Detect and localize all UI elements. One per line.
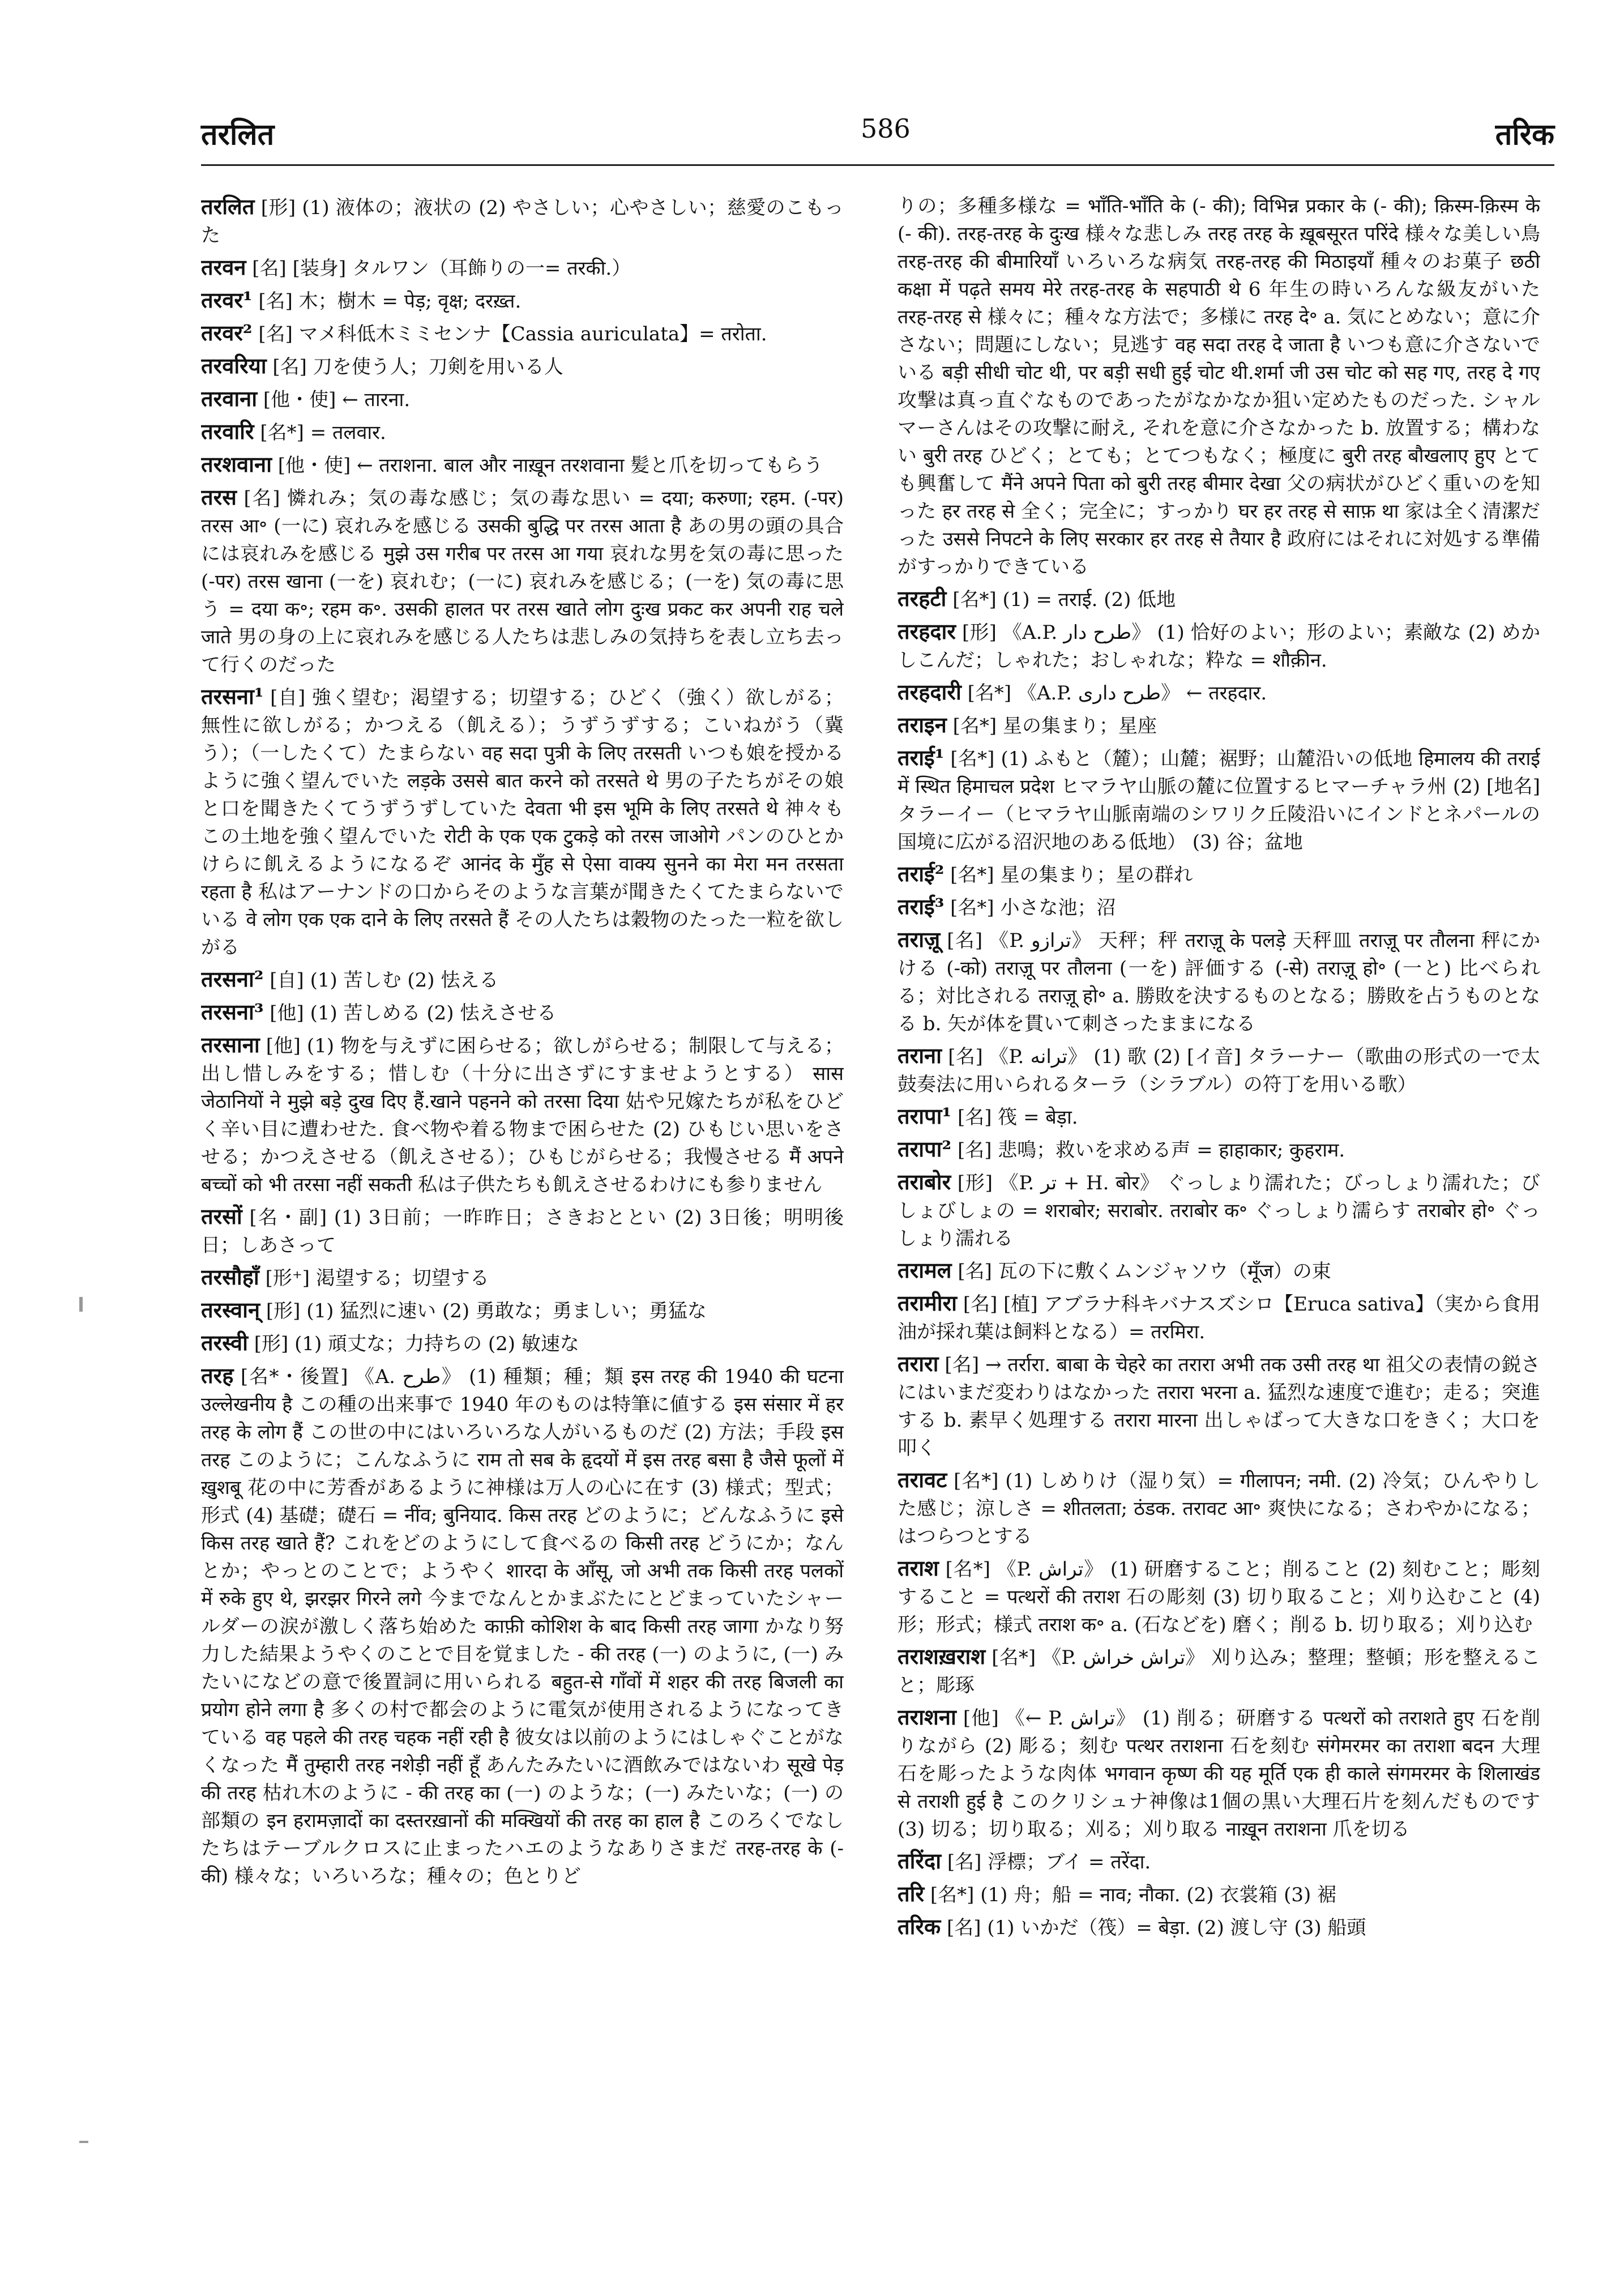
dictionary-entry <box>898 1042 1540 1099</box>
dictionary-entry <box>898 1642 1540 1700</box>
dictionary-entry <box>201 286 844 315</box>
dictionary-entry <box>898 1466 1540 1551</box>
entry-definition: [形] 《P. تر + H. बोर》 ぐっしょり濡れた；びっしょり濡れた；びしょびしょの = शराबोर; सराबोर. तराबोर क॰ ぐっしょり濡らす तराबोर हो॰ ぐっしょり濡れる <box>898 1172 1540 1250</box>
entry-definition: [名*] (1) 舟；船 = नाव; नौका. (2) 衣裳箱 (3) 裾 <box>930 1884 1337 1906</box>
entry-headword: तरहदारी <box>898 679 961 705</box>
entry-headword: तरहटी <box>898 586 947 611</box>
dictionary-entry <box>898 584 1540 614</box>
entry-definition: [形] 《A.P. طرح دار》 (1) 恰好のよい；形のよい；素敵な (2) めかしこんだ；しゃれた；おしゃれな；粋な = शौक़ीन. <box>898 621 1540 672</box>
entry-definition: [自] 強く望む；渇望する；切望する；ひどく（強く）欲しがる；無性に欲しがる；かつえる（飢える）；うずうずする；こいねがう（冀う）；（一したくて）たまらない वह सदा पुत्री के लिए तरसती いつも娘を授かるように強く望んでいた लड़के उससे बात करने को तरसते थे 男の子たちがその娘と口を聞きたくてうずうずしていた देवता भी इस भूमि के लिए तरसते थे 神々もこの土地を強く望んでいた रोटी के एक एक टुकड़े को तरस जाओगे パンのひとかけらに飢えるようになるぞ आनंद के मुँह से ऐसा वाक्य सुनने का मेरा मन तरसता रहता है 私はアーナンドの口からそのような言葉が聞きたくてたまらないでいる वे लोग एक एक दाने के लिए तरसते हैं その人たちは穀物のたった一粒を欲しがる <box>201 686 844 959</box>
right-column <box>898 193 1540 2175</box>
entry-headword: तरि <box>898 1881 925 1906</box>
entry-headword: तराशख़राश <box>898 1644 986 1669</box>
entry-definition: [名] 木；樹木 = पेड़; वृक्ष; दरख़्त. <box>258 290 522 313</box>
dictionary-entry <box>898 617 1540 675</box>
entry-headword: तरवरिया <box>201 353 267 378</box>
header-left-guide-word: तरलित <box>201 117 275 152</box>
entry-definition: [自] (1) 苦しむ (2) 怯える <box>270 969 499 992</box>
entry-headword: तराबोर <box>898 1169 951 1194</box>
dictionary-entry <box>201 1329 844 1358</box>
dictionary-entry <box>898 1847 1540 1876</box>
entry-definition: [形⁺] 渇望する；切望する <box>265 1267 489 1290</box>
entry-headword: तरसना³ <box>201 999 264 1025</box>
entry-definition: [他・使] ← तारना. <box>263 389 411 411</box>
entry-headword: तराश <box>898 1555 939 1581</box>
dictionary-entry <box>201 483 844 679</box>
entry-definition: [名・副] (1) 3日前；一昨昨日；さきおととい (2) 3日後；明明後日；しあさって <box>201 1206 844 1257</box>
dictionary-entry <box>898 1256 1540 1286</box>
dictionary-entry <box>898 1913 1540 1942</box>
entry-definition: [名] 筏 = बेड़ा. <box>957 1106 1078 1129</box>
entry-definition: [名*] (1) = तराई. (2) 低地 <box>952 588 1176 611</box>
entry-headword: तरवर¹ <box>201 287 253 313</box>
dictionary-entry <box>201 1202 844 1260</box>
dictionary-entry <box>898 193 1540 581</box>
entry-headword: तरापा² <box>898 1136 952 1162</box>
dictionary-entry <box>898 1554 1540 1639</box>
dictionary-entry <box>898 1880 1540 1909</box>
dictionary-entry <box>898 1135 1540 1164</box>
entry-headword: तराज़ू <box>898 927 941 952</box>
dictionary-entry <box>201 682 844 962</box>
entry-definition: [他] (1) 苦しめる (2) 怯えさせる <box>270 1002 557 1025</box>
entry-definition: [名*] 《P. تراش》 (1) 研磨すること；削ること (2) 刻むこと；彫刻すること = पत्थरों की तराश 石の彫刻 (3) 切り取ること；刈り込むこと (4) 形；形式；様式 तराश क॰ a. (石などを) 磨く；削る b. 切り取る；刈り込む <box>898 1558 1540 1636</box>
entry-definition: [名] [装身] タルワン（耳飾りの一= तरकी.） <box>252 257 631 280</box>
entry-definition: [名*] (1) ふもと（麓）；山麓；裾野；山麓沿いの低地 हिमालय की तराई में स्थित हिमाचल प्रदेश ヒマラヤ山脈の麓に位置するヒマーチャラ州 (2) [地名] タラーイー（ヒマラヤ山脈南端のシワリク丘陵沿いにインドとネパールの国境に広がる沼沢地のある低地） (3) 谷；盆地 <box>898 748 1540 853</box>
entry-definition: [名] 《P. ترازو》 天秤；秤 तराज़ू के पलड़े 天秤皿 तराज़ू पर तौलना 秤にかける (-को) तराज़ू पर तौलना (一を) 評価する (-से) तराज़ू हो॰ (一と) 比べられる；対比される तराज़ू हो॰ a. 勝敗を決するものとなる；勝敗を占うものとなる b. 矢が体を貫いて刺さったままになる <box>898 929 1540 1035</box>
entry-headword: तरसना² <box>201 966 264 992</box>
entry-headword: तराई² <box>898 861 945 886</box>
dictionary-entry <box>898 1168 1540 1253</box>
entry-definition: [名] 《P. ترانه》 (1) 歌 (2) [イ音] タラーナー（歌曲の形式の一で太鼓奏法に用いられるターラ（シラブル）の符丁を用いる歌） <box>898 1045 1540 1096</box>
entry-definition: [名] (1) いかだ（筏）= बेड़ा. (2) 渡し守 (3) 船頭 <box>947 1917 1366 1939</box>
entry-headword: तराना <box>898 1043 942 1068</box>
entry-definition: [名] 刀を使う人；刀剣を用いる人 <box>272 356 563 378</box>
entry-definition: [名] 浮標；ブイ = तरेंदा. <box>947 1851 1151 1873</box>
dictionary-entry <box>201 1361 844 1890</box>
dictionary-entry <box>201 319 844 348</box>
entry-definition: [名] 悲鳴；救いを求める声 = हाहाकार; कुहराम. <box>957 1139 1345 1162</box>
entry-headword: तरामल <box>898 1257 952 1283</box>
dictionary-entry <box>201 352 844 381</box>
dictionary-entry <box>898 711 1540 740</box>
entry-definition: [名*] = तलवार. <box>260 421 386 444</box>
margin-mark <box>79 2141 88 2143</box>
entry-headword: तरसाना <box>201 1032 260 1057</box>
dictionary-entry <box>201 1263 844 1292</box>
entry-definition: [名] → तर्रारा. बाबा के चेहरे का तरारा अभी तक उसी तरह था 祖父の表情の鋭さにはいまだ変わりはなかった तरारा भरना a. 猛烈な速度で進む；走る；突進する b. 素早く処理する तरारा मारना 出しゃばって大きな口をきく；大口を叩く <box>898 1354 1540 1459</box>
margin-mark <box>79 1297 83 1312</box>
dictionary-entry <box>898 860 1540 889</box>
dictionary-entry <box>898 1350 1540 1462</box>
entry-headword: तरवन <box>201 254 246 280</box>
entry-definition: [形] (1) 頑丈な；力持ちの (2) 敏速な <box>254 1333 579 1355</box>
entry-definition: [名*] (1) しめりけ（湿り気）= गीलापन; नमी. (2) 冷気；ひんやりした感じ；涼しさ = शीतलता; ठंडक. तरावट आ॰ 爽快になる；さわやかになる；はつらつとする <box>898 1470 1540 1548</box>
entry-headword: तरावट <box>898 1467 947 1492</box>
dictionary-entry <box>898 744 1540 856</box>
dictionary-entry <box>898 1289 1540 1346</box>
entry-headword: तरारा <box>898 1351 939 1376</box>
entry-headword: तरापा¹ <box>898 1103 952 1129</box>
entry-definition: [名] [植] アブラナ科キバナスズシロ【Eruca sativa】（実から食用油が採れ葉は飼料となる）= तरमिरा. <box>898 1293 1540 1343</box>
entry-definition: [名] マメ科低木ミミセンナ【Cassia auriculata】= तरोता. <box>258 323 767 345</box>
entry-definition: [他] (1) 物を与えずに困らせる；欲しがらせる；制限して与える；出し惜しみをする；惜しむ（十分に出さずにすませようとする） सास जेठानियों ने मुझे बड़े दुख दिए हैं.खाने पहनने को तरसा दिया 姑や兄嫁たちが私をひどく辛い目に遭わせた. 食べ物や着る物まで困らせた (2) ひもじい思いをさせる；かつえさせる（飢えさせる）；ひもじがらせる；我慢させる मैं अपने बच्चों को भी तरसा नहीं सकती 私は子供たちも飢えさせるわけにも参りません <box>201 1035 844 1196</box>
entry-headword: तरहदार <box>898 618 956 644</box>
page-number: 586 <box>861 113 911 144</box>
entry-definition: [他・使] ← तराशना. बाल और नाख़ून तरशवाना 髪と爪を切ってもらう <box>277 454 823 477</box>
entry-headword: तरवाना <box>201 386 258 411</box>
entry-definition: りの；多種多様な = भाँति-भाँति के (- की); विभिन्न प्रकार के (- की); क़िस्म-क़िस्म के (- की). तरह-तरह के दुःख 様々な悲しみ तरह तरह के ख़ूबसूरत परिंदे 様々な美しい鳥 तरह-तरह की बीमारियाँ いろいろな病気 तरह-तरह की मिठाइयाँ 種々のお菓子 छठी कक्षा में पढ़ते समय मेरे तरह-तरह के सहपाठी थे 6 年生の時いろんな級友がいた तरह-तरह से 様々に；種々な方法で；多様に तरह दे॰ a. 気にとめない；意に介さない；問題にしない；見逃す वह सदा तरह दे जाता है いつも意に介さないでいる बड़ी सीधी चोट थी, पर बड़ी सधी हुई चोट थी.शर्मा जी उस चोट को सह गए, तरह दे गए 攻撃は真っ直ぐなものであったがなかなか狙い定めたものだった. シャルマーさんはその攻撃に耐え, それを意に介さなかった b. 放置する；構わない बुरी तरह ひどく；とても；とてつもなく；極度に बुरी तरह बौखलाए हुए とても興奮して मैंने अपने पिता को बुरी तरह बीमार देखा 父の病状がひどく重いのを知った हर तरह से 全く；完全に；すっかり घर हर तरह से साफ़ था 家は全く清潔だった उससे निपटने के लिए सरकार हर तरह से तैयार है 政府にはそれに対処する準備がすっかりできている <box>898 195 1540 578</box>
header-right-guide-word: तरिक <box>1495 117 1554 152</box>
entry-headword: तराशना <box>898 1704 956 1730</box>
entry-definition: [名*] 小さな池；沼 <box>950 897 1116 919</box>
entry-headword: तरसौहाँ <box>201 1264 259 1290</box>
entry-headword: तरसों <box>201 1203 242 1229</box>
entry-headword: तरलित <box>201 194 255 219</box>
entry-headword: तरिंदा <box>898 1848 942 1873</box>
entry-headword: तरस्वान् <box>201 1297 260 1322</box>
entry-headword: तरिक <box>898 1914 941 1939</box>
dictionary-entry <box>201 998 844 1027</box>
entry-headword: तराई³ <box>898 894 945 919</box>
entry-definition: [形] (1) 猛烈に速い (2) 勇敢な；勇ましい；勇猛な <box>266 1300 707 1322</box>
dictionary-entry <box>898 925 1540 1038</box>
entry-headword: तरसना¹ <box>201 684 264 709</box>
dictionary-entry <box>201 417 844 447</box>
page-header <box>201 113 1554 164</box>
entry-headword: तरवारि <box>201 419 254 444</box>
entry-definition: [名*] 《A.P. طرح داری》 ← तरहदार. <box>967 682 1267 705</box>
dictionary-entry <box>898 893 1540 922</box>
entry-headword: तरस <box>201 484 237 510</box>
left-column <box>201 193 844 2175</box>
entry-definition: [名*] 《P. تراش خراش》 刈り込み；整理；整頓；形を整えること；彫琢 <box>898 1646 1540 1697</box>
dictionary-entry <box>201 253 844 283</box>
header-rule <box>201 164 1554 166</box>
dictionary-entry <box>898 1703 1540 1843</box>
dictionary-entry <box>898 1102 1540 1132</box>
entry-definition: [形] (1) 液体の；液状の (2) やさしい；心やさしい；慈愛のこもった <box>201 197 844 247</box>
dictionary-entry <box>201 965 844 995</box>
entry-headword: तरवर² <box>201 320 253 345</box>
entry-headword: तराइन <box>898 712 947 737</box>
entry-definition: [他] 《← P. تراش》 (1) 削る；研磨する पत्थरों को तराशते हुए 石を削りながら (2) 彫る；刻む पत्थर तराशना 石を刻む संगेमरमर का तराशा बदन 大理石を彫ったような肉体 भगवान कृष्ण की यह मूर्ति एक ही काले संगमरमर के शिलाखंड से तराशी हुई है このクリシュナ神像は1個の黒い大理石片を刻んだものです (3) 切る；切り取る；刈る；刈り取る नाख़ून तराशना 爪を切る <box>898 1707 1540 1841</box>
entry-headword: तराई¹ <box>898 745 945 770</box>
entry-headword: तरामीरा <box>898 1290 957 1316</box>
entry-headword: तरस्वी <box>201 1330 248 1355</box>
entry-headword: तरह <box>201 1363 234 1388</box>
entry-headword: तरशवाना <box>201 451 272 477</box>
entry-definition: [名] 瓦の下に敷くムンジャソウ（मूँज）の束 <box>958 1260 1331 1283</box>
entry-definition: [名*] 星の集まり；星の群れ <box>950 864 1193 886</box>
dictionary-entry <box>201 450 844 480</box>
entry-definition: [名*・後置] 《A. طرح》 (1) 種類；種；類 इस तरह की 1940 की घटना उल्लेखनीय है この種の出来事で 1940 年のものは特筆に値する इस संसार में हर तरह के लोग हैं この世の中にはいろいろな人がいるものだ (2) 方法；手段 इस तरह このように；こんなふうに राम तो सब के हृदयों में इस तरह बसा है जैसे फूलों में ख़ुशबू 花の中に芳香があるように神様は万人の心に在す (3) 様式；型式；形式 (4) 基礎；礎石 = नींव; बुनियाद. किस तरह どのように；どんなふうに इसे किस तरह खाते हैं? これをどのようにして食べるの किसी तरह どうにか；なんとか；やっとのことで；ようやく शारदा के आँसू, जो अभी तक किसी तरह पलकों में रुके हुए थे, झरझर गिरने लगे 今までなんとかまぶたにとどまっていたシャールダーの涙が激しく落ち始めた काफ़ी कोशिश के बाद किसी तरह जागा かなり努力した結果ようやくのことで目を覚ました - की तरह (一) のように, (一) みたいになどの意で後置詞に用いられる बहुत-से गाँवों में शहर की तरह बिजली का प्रयोग होने लगा है 多くの村で都会のように電気が使用されるようになってきている वह पहले की तरह चहक नहीं रही है 彼女は以前のようにはしゃぐことがなくなった मैं तुम्हारी तरह नशेड़ी नहीं हूँ あんたみたいに酒飲みではないわ सूखे पेड़ की तरह 枯れ木のように - की तरह का (一) のような；(一) みたいな；(一) の部類の इन हरामज़ादों का दस्तरख़ानों की मक्खियों की तरह का हाल है このろくでなしたちはテーブルクロスに止まったハエのようなありさまだ तरह-तरह के (- की) 様々な；いろいろな；種々の；色とりど <box>201 1365 844 1888</box>
dictionary-entry <box>201 193 844 250</box>
dictionary-entry <box>898 678 1540 707</box>
entry-definition: [名] 憐れみ；気の毒な感じ；気の毒な思い = दया; करुणा; रहम. (-पर) तरस आ॰ (一に) 哀れみを感じる उसकी बुद्धि पर तरस आता है あの男の頭の具合には哀れみを感じる मुझे उस गरीब पर तरस आ गया 哀れな男を気の毒に思った (-पर) तरस खाना (一を) 哀れむ；(一に) 哀れみを感じる；(一を) 気の毒に思う = दया क॰; रहम क॰. उसकी हालत पर तरस खाते लोग दुःख प्रकट कर अपनी राह चले जाते 男の身の上に哀れみを感じる人たちは悲しみの気持ちを表し立ち去って行くのだった <box>201 487 844 676</box>
dictionary-entry <box>201 1296 844 1325</box>
entry-definition: [名*] 星の集まり；星座 <box>952 715 1157 737</box>
dictionary-entry <box>201 385 844 414</box>
dictionary-entry <box>201 1031 844 1199</box>
